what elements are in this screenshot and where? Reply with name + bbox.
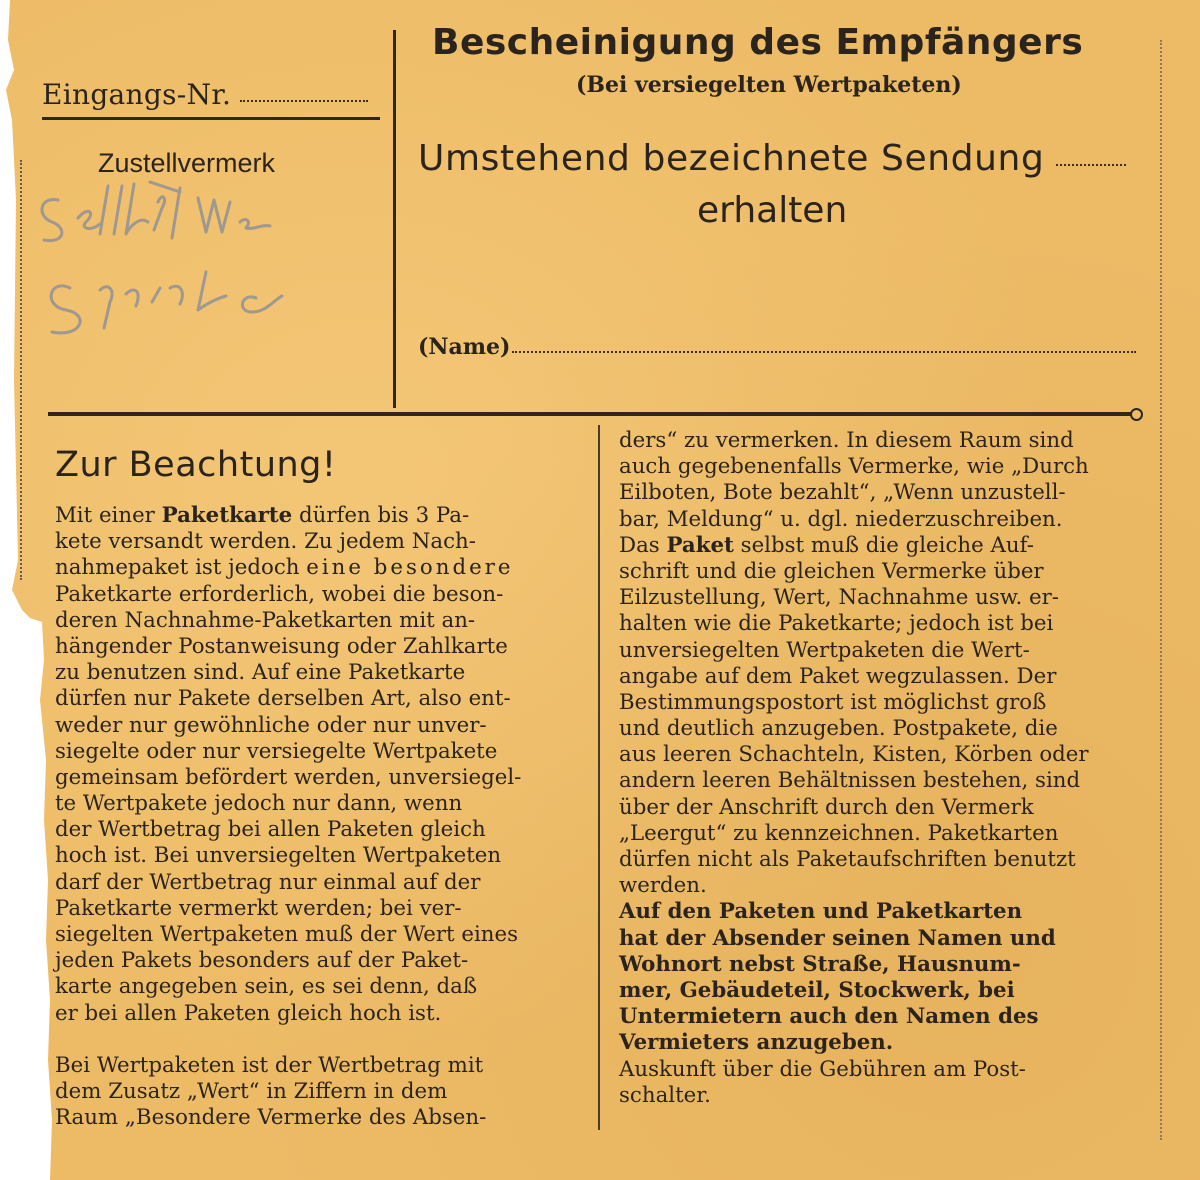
notice-line: ders“ zu vermerken. In diesem Raum sind xyxy=(619,428,1074,453)
notice-line: er bei allen Paketen gleich hoch ist. xyxy=(55,1000,442,1026)
notice-line: andern leeren Behältnissen bestehen, sind xyxy=(619,768,1081,794)
receipt-statement-line2: erhalten xyxy=(697,190,848,231)
vertical-divider-top xyxy=(393,30,396,408)
notice-line: zu benutzen sind. Auf eine Paketkarte xyxy=(55,660,466,686)
notice-line: Wohnort nebst Straße, Hausnum- xyxy=(619,951,1021,977)
notice-line: Raum „Besondere Vermerke des Absen- xyxy=(55,1105,487,1131)
perforation-right xyxy=(1160,40,1162,1140)
notice-line: Eilboten, Bote bezahlt“, „Wenn unzustell- xyxy=(619,480,1066,506)
notice-line: Auskunft über die Gebühren am Post- xyxy=(619,1056,1026,1082)
notice-line: Auf den Paketen und Paketkarten xyxy=(619,899,1023,925)
notice-line: deren Nachnahme-Paketkarten mit an- xyxy=(55,607,476,633)
notice-left-column xyxy=(55,503,580,1132)
notice-line: jeden Pakets besonders auf der Paket- xyxy=(55,948,469,974)
notice-line: aus leeren Schachteln, Kisten, Körben oder xyxy=(619,742,1089,768)
eingangs-field-line xyxy=(240,100,368,102)
notice-line: bar, Meldung“ u. dgl. niederzuschreiben. xyxy=(619,506,1063,532)
notice-line: Paketkarte erforderlich, wobei die beson- xyxy=(55,581,504,607)
notice-line: Vermieters anzugeben. xyxy=(619,1030,894,1056)
notice-line: schrift und die gleichen Vermerke über xyxy=(619,558,1044,584)
receipt-subtitle: (Bei versiegelten Wertpaketen) xyxy=(576,72,962,98)
statement-fill-line xyxy=(1056,164,1126,166)
horizontal-divider xyxy=(48,412,1140,416)
notice-line: kete versandt werden. Zu jedem Nach- xyxy=(55,529,476,555)
receipt-statement-line1: Umstehend bezeichnete Sendung xyxy=(418,138,1045,179)
notice-heading: Zur Beachtung! xyxy=(55,445,337,485)
notice-line: siegelten Wertpaketen muß der Wert eines xyxy=(55,922,519,947)
notice-line: gemeinsam befördert werden, unversiegel- xyxy=(55,764,522,790)
notice-line: Paketkarte vermerkt werden; bei ver- xyxy=(55,895,462,921)
notice-line: der Wertbetrag bei allen Paketen gleich xyxy=(55,817,486,843)
notice-line: über der Anschrift durch den Vermerk xyxy=(619,794,1034,820)
notice-line: werden. xyxy=(619,873,707,899)
notice-line: hoch ist. Bei unversiegelten Wertpaketen xyxy=(55,843,502,869)
notice-line: dem Zusatz „Wert“ in Ziffern in dem xyxy=(55,1079,448,1105)
name-label: (Name) xyxy=(418,334,511,360)
notice-line: schalter. xyxy=(619,1082,711,1108)
notice-line: te Wertpakete jedoch nur dann, wenn xyxy=(55,791,463,817)
notice-line: hat der Absender seinen Namen und xyxy=(619,925,1056,951)
notice-line: Mit einer Paketkarte dürfen bis 3 Pa- xyxy=(55,503,470,528)
notice-line xyxy=(55,1027,580,1053)
notice-line: hängender Postanweisung oder Zahlkarte xyxy=(55,633,508,659)
notice-line: angabe auf dem Paket wegzulassen. Der xyxy=(619,663,1057,689)
notice-line: auch gegebenenfalls Vermerke, wie „Durch xyxy=(619,454,1089,480)
notice-right-column xyxy=(619,428,1144,1109)
handwritten-signature xyxy=(30,178,360,358)
receipt-title: Bescheinigung des Empfängers xyxy=(432,22,1084,63)
column-divider xyxy=(598,425,600,1130)
name-field-line xyxy=(512,351,1136,353)
notice-line: unversiegelten Wertpaketen die Wert- xyxy=(619,637,1030,663)
notice-line: Untermietern auch den Namen des xyxy=(619,1004,1039,1030)
eingangs-label: Eingangs-Nr. xyxy=(42,78,232,111)
notice-line: Das Paket selbst muß die gleiche Auf- xyxy=(619,532,1034,558)
notice-line: darf der Wertbetrag nur einmal auf der xyxy=(55,869,481,895)
notice-line: siegelte oder nur versiegelte Wertpakete xyxy=(55,738,498,764)
notice-line: nahmepaket ist jedoch eine besondere xyxy=(55,555,514,581)
perforation-left xyxy=(20,160,22,580)
notice-line: halten wie die Paketkarte; jedoch ist bei xyxy=(619,611,1054,637)
notice-line: mer, Gebäudeteil, Stockwerk, bei xyxy=(619,977,1015,1003)
eingangs-rule xyxy=(42,117,380,120)
notice-line: „Leergut“ zu kennzeichnen. Paketkarten xyxy=(619,820,1059,846)
notice-line: Bei Wertpaketen ist der Wertbetrag mit xyxy=(55,1052,484,1078)
zustellvermerk-label: Zustellvermerk xyxy=(98,148,276,178)
notice-line: karte angegeben sein, es sei denn, daß xyxy=(55,974,478,1000)
torn-paper-edge xyxy=(0,0,60,1180)
divider-end-cap xyxy=(1130,408,1143,421)
notice-line: weder nur gewöhnliche oder nur unver- xyxy=(55,712,487,738)
notice-line: und deutlich anzugeben. Postpakete, die xyxy=(619,716,1058,742)
notice-line: dürfen nicht als Paketaufschriften benutzt xyxy=(619,847,1076,872)
notice-line: Bestimmungspostort ist möglichst groß xyxy=(619,689,1047,715)
notice-line: dürfen nur Pakete derselben Art, also ent- xyxy=(55,686,511,712)
notice-line: Eilzustellung, Wert, Nachnahme usw. er- xyxy=(619,585,1059,611)
